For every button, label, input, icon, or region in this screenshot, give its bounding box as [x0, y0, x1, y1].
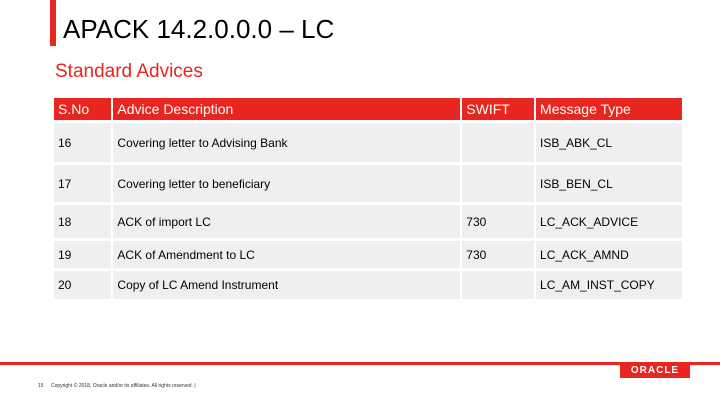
- oracle-logo-text: ORACLE: [630, 364, 680, 376]
- cell-swift: [462, 271, 534, 299]
- cell-description: Copy of LC Amend Instrument: [113, 271, 460, 299]
- cell-sno: 20: [54, 271, 111, 299]
- cell-swift: 730: [462, 205, 534, 238]
- table-header-row: [54, 98, 682, 120]
- copyright-text: Copyright © 2018, Oracle and/or its affiliates. All rights reserved. |: [50, 383, 196, 389]
- page-number: 15: [38, 383, 44, 389]
- cell-description: ACK of Amendment to LC: [113, 241, 460, 268]
- cell-swift: 730: [462, 241, 534, 268]
- column-header-description: Advice Description: [113, 98, 460, 120]
- column-header-message-type: Message Type: [536, 98, 682, 120]
- cell-message-type: LC_AM_INST_COPY: [536, 271, 682, 299]
- cell-sno: 17: [54, 165, 111, 202]
- cell-message-type: LC_ACK_AMND: [536, 241, 682, 268]
- slide-subtitle: Standard Advices: [55, 61, 203, 82]
- table-row: [54, 123, 682, 162]
- cell-message-type: ISB_BEN_CL: [536, 165, 682, 202]
- oracle-logo: [620, 362, 690, 378]
- cell-description: Covering letter to beneficiary: [113, 165, 460, 202]
- footer-copyright: [38, 383, 202, 389]
- cell-message-type: ISB_ABK_CL: [536, 123, 682, 162]
- slide-title: APACK 14.2.0.0.0 – LC: [63, 14, 335, 44]
- cell-swift: [462, 165, 534, 202]
- column-header-swift: SWIFT: [462, 98, 534, 120]
- footer-divider: [0, 362, 720, 365]
- advices-table: [52, 95, 684, 302]
- cell-message-type: LC_ACK_ADVICE: [536, 205, 682, 238]
- table-row: [54, 205, 682, 238]
- cell-swift: [462, 123, 534, 162]
- table-row: [54, 271, 682, 299]
- table-row: [54, 165, 682, 202]
- column-header-sno: S.No: [54, 98, 111, 120]
- cell-sno: 18: [54, 205, 111, 238]
- cell-description: ACK of import LC: [113, 205, 460, 238]
- cell-sno: 19: [54, 241, 111, 268]
- table-row: [54, 241, 682, 268]
- title-accent-bar: [50, 0, 56, 46]
- cell-description: Covering letter to Advising Bank: [113, 123, 460, 162]
- cell-sno: 16: [54, 123, 111, 162]
